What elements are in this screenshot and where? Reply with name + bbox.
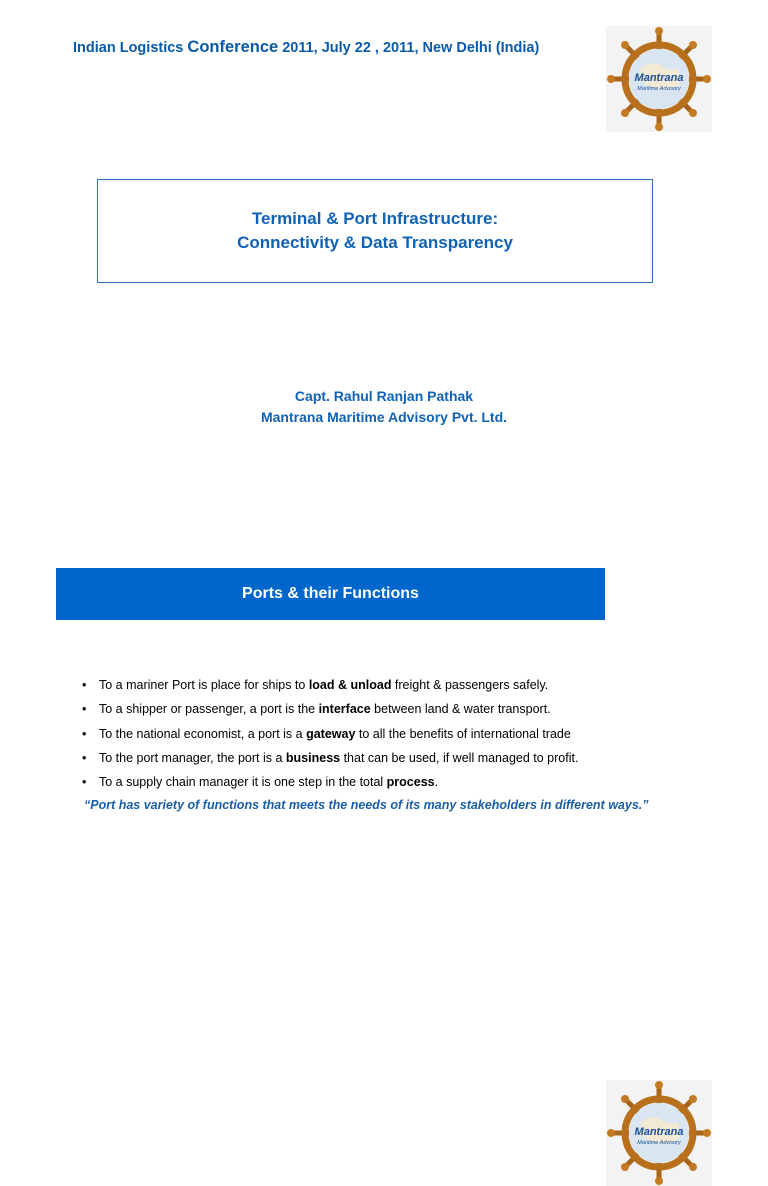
summary-quote: “Port has variety of functions that meets the needs of its many stakeholders in different ways.” [84,798,649,812]
logo-brand-text: Mantrana [634,72,684,84]
bullet-keyword: load & unload [308,678,392,692]
bullet-keyword: interface [318,702,371,717]
conference-header [73,38,539,57]
logo-tagline-text: Maritime Advisory [637,86,681,92]
section-banner [56,568,605,620]
bullet-keyword: process [386,775,435,790]
bullet-icon: • [82,726,87,741]
conference-word: Conference [187,38,279,56]
title-line-1: Terminal & Port Infrastructure: [251,209,499,228]
presenter-block [0,386,768,428]
list-item: • To a shipper or passenger, a port is the interface between land & water transport. [82,700,578,724]
mantrana-logo [606,1080,712,1186]
list-item: • To a mariner Port is place for ships to load & unload freight & passengers safely. [82,676,578,700]
list-item: • To a supply chain manager it is one step in the total process. [82,773,578,797]
title-line-2: Connectivity & Data Transparency [237,233,513,252]
functions-list [82,676,578,797]
logo-brand-text: Mantrana [634,1126,684,1138]
ship-wheel-icon [606,26,712,132]
list-item: • To the national economist, a port is a gateway to all the benefits of international trade [82,725,578,749]
bullet-icon: • [82,750,87,765]
conference-name: Indian Logistics [73,40,188,56]
list-item: • To the port manager, the port is a business that can be used, if well managed to profit. [82,749,578,773]
presenter-company: Mantrana Maritime Advisory Pvt. Ltd. [260,409,508,425]
conference-date-location: 2011, July 22 , 2011, New Delhi (India) [278,40,540,56]
slide-2 [0,512,768,1146]
logo-tagline-text: Maritime Advisory [637,1140,681,1146]
bullet-icon: • [82,775,87,790]
bullet-icon: • [82,678,87,692]
banner-title: Ports & their Functions [242,585,419,602]
bullet-keyword: business [285,750,341,765]
presenter-name: Capt. Rahul Ranjan Pathak [294,388,474,404]
mantrana-logo [606,26,712,132]
bullet-icon: • [82,702,87,717]
ship-wheel-icon [606,1080,712,1186]
slide-1 [0,0,768,512]
title-box [97,179,653,283]
bullet-keyword: gateway [306,726,356,741]
